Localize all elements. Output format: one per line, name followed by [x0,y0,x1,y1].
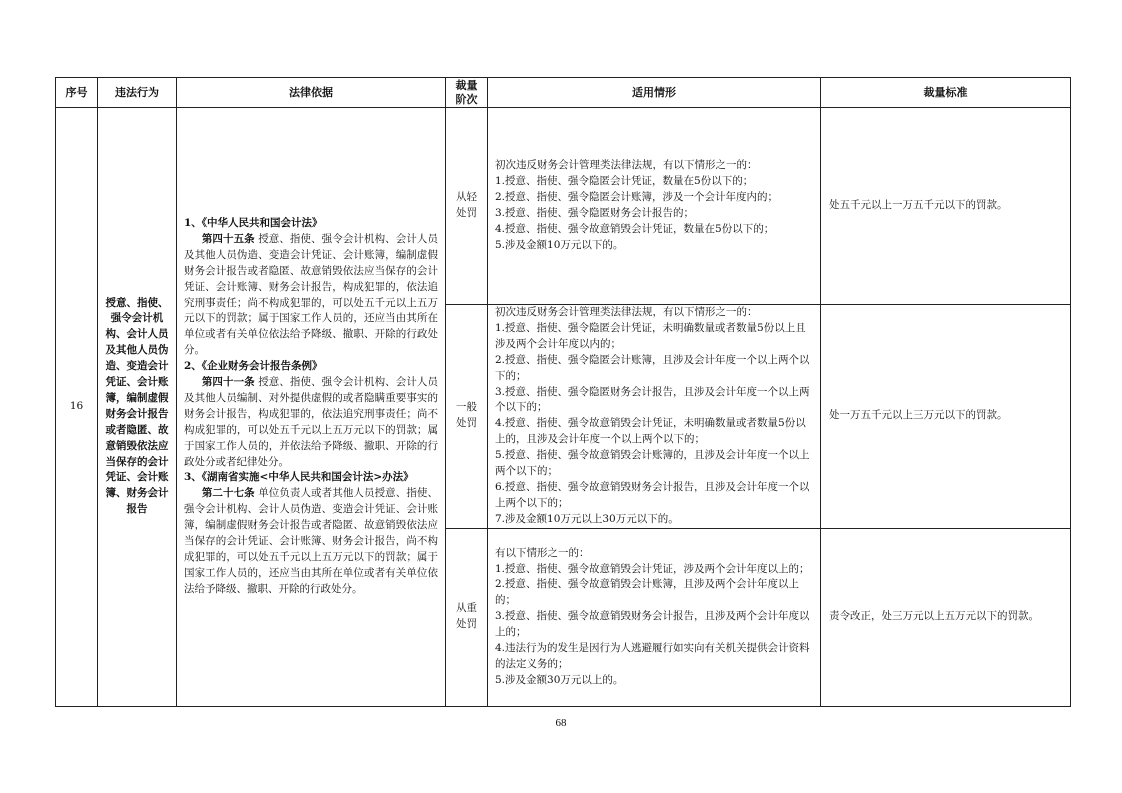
header-no: 序号 [56,78,98,108]
situation-line: 2.授意、指使、强令隐匿会计账簿，涉及一个会计年度内的； [495,191,779,204]
page-number: 68 [555,717,567,729]
header-level [446,78,488,108]
situation-line: 1.授意、指使、强令隐匿会计凭证，未明确数量或者数量5份以上且涉及两个会计年度以内的； [495,321,806,350]
header-act: 违法行为 [98,78,177,108]
violation-description: 授意、指使、强令会计机构、会计人员及其他人员伪造、变造会计凭证、会计账簿，编制虚假财务会计报告或者隐匿、故意销毁依法应当保存的会计凭证、会计账簿、财务会计报告 [98,108,177,707]
law-article-3 [184,486,438,597]
situation-line: 4.授意、指使、强令故意销毁会计凭证，数量在5份以下的； [495,222,775,235]
situation-line: 初次违反财务会计管理类法律法规，有以下情形之一的： [495,159,758,172]
situation-line: 7.涉及金额10万元以上30万元以下的。 [495,512,679,525]
row-number: 16 [56,108,98,707]
situation-line: 5.授意、指使、强令故意销毁会计账簿的，且涉及会计年度一个以上两个以下的； [495,449,810,478]
situation-line: 5.涉及金额30万元以上的。 [495,673,624,686]
law-article-1-title: 第四十五条 [201,232,255,245]
law-article-2-title: 第四十一条 [201,376,255,389]
situation-line: 初次违反财务会计管理类法律法规，有以下情形之一的： [495,306,758,318]
level-severe [446,528,488,706]
situation-line: 5.涉及金额10万元以下的。 [495,238,624,251]
law-article-1-body: 授意、指使、强令会计机构、会计人员及其他人员伪造、变造会计凭证、会计账簿，编制虚假财务会计报告或者隐匿、故意销毁依法应当保存的会计凭证、会计账簿、财务会计报告，构成犯罪的，依法追究刑事责任；尚不构成犯罪的，可以处五千元以上五万元以下的罚款；属于国家工作人员的，还应当由其所在单位或者有关单位依法给予降级、撤职、开除的行政处分。 [184,232,439,357]
law-article-3-body: 单位负责人或者其他人员授意、指使、强令会计机构、会计人员伪造、变造会计凭证、会计账簿，编制虚假财务会计报告或者隐匿、故意销毁依法应当保存的会计凭证、会计账簿、财务会计报告，尚不构成犯罪的，可以处五千元以上五万元以下的罚款；属于国家工作人员的，还应当由其所在单位或者有关单位依法给予降级、撤职、开除的行政处分。 [184,487,439,595]
table-row [56,108,1071,305]
level-lenient [446,108,488,305]
header-situation: 适用情形 [488,78,821,108]
situation-line: 3.授意、指使、强令隐匿财务会计报告，且涉及会计年度一个以上两个以下的； [495,385,810,414]
table-header-row [56,78,1071,108]
situation-line: 3.授意、指使、强令故意销毁财务会计报告，且涉及两个会计年度以上的； [495,610,810,639]
law-article-2 [184,375,438,470]
situation-line: 有以下情形之一的： [495,546,590,559]
law-heading-3: 3、《湖南省实施<中华人民共和国会计法>办法》 [184,471,414,484]
standard-lenient: 处五千元以上一万五千元以下的罚款。 [821,108,1071,305]
situation-line: 2.授意、指使、强令故意销毁会计账簿，且涉及两个会计年度以上的； [495,578,800,607]
situation-line: 1.授意、指使、强令故意销毁会计凭证，涉及两个会计年度以上的； [495,562,810,575]
standard-severe: 责令改正，处三万元以上五万元以下的罚款。 [821,528,1071,706]
law-article-1 [184,232,438,359]
law-article-3-title: 第二十七条 [201,487,255,500]
law-heading-1: 1、《中华人民共和国会计法》 [184,216,323,229]
situation-line: 3.授意、指使、强令隐匿财务会计报告的； [495,207,695,219]
situation-lenient [488,108,821,305]
situation-line: 2.授意、指使、强令隐匿会计账簿，且涉及会计年度一个以上两个以下的； [495,353,810,382]
header-level-text: 裁量阶次 [455,78,478,106]
situation-line: 1.授意、指使、强令隐匿会计凭证，数量在5份以下的； [495,175,754,188]
situation-line: 4.授意、指使、强令故意销毁会计凭证，未明确数量或者数量5份以上的，且涉及会计年度一个以上两个以下的； [495,417,806,446]
level-severe-label: 从重处罚 [456,602,477,631]
discretion-standard-table [55,77,1071,707]
legal-basis [177,108,446,707]
situation-severe [488,528,821,706]
law-heading-2: 2、《企业财务会计报告条例》 [184,360,323,373]
situation-line: 6.授意、指使、强令故意销毁财务会计报告，且涉及会计年度一个以上两个以下的； [495,480,810,509]
level-lenient-label: 从轻处罚 [456,191,477,219]
standard-general: 处一万五千元以上三万元以下的罚款。 [821,305,1071,529]
level-general [446,305,488,529]
level-general-label: 一般处罚 [456,401,477,430]
header-standard: 裁量标准 [821,78,1071,108]
header-law: 法律依据 [177,78,446,108]
situation-general [488,305,821,529]
law-article-2-body: 授意、指使、强令会计机构、会计人员及其他人员编制、对外提供虚假的或者隐瞒重要事实的财务会计报告，构成犯罪的，依法追究刑事责任；尚不构成犯罪的，可以处五千元以上五万元以下的罚款；属于国家工作人员的，并依法给予降级、撤职、开除的行政处分或者纪律处分。 [184,376,439,468]
situation-line: 4.违法行为的发生是因行为人逃避履行如实向有关机关提供会计资料的法定义务的； [495,642,810,670]
